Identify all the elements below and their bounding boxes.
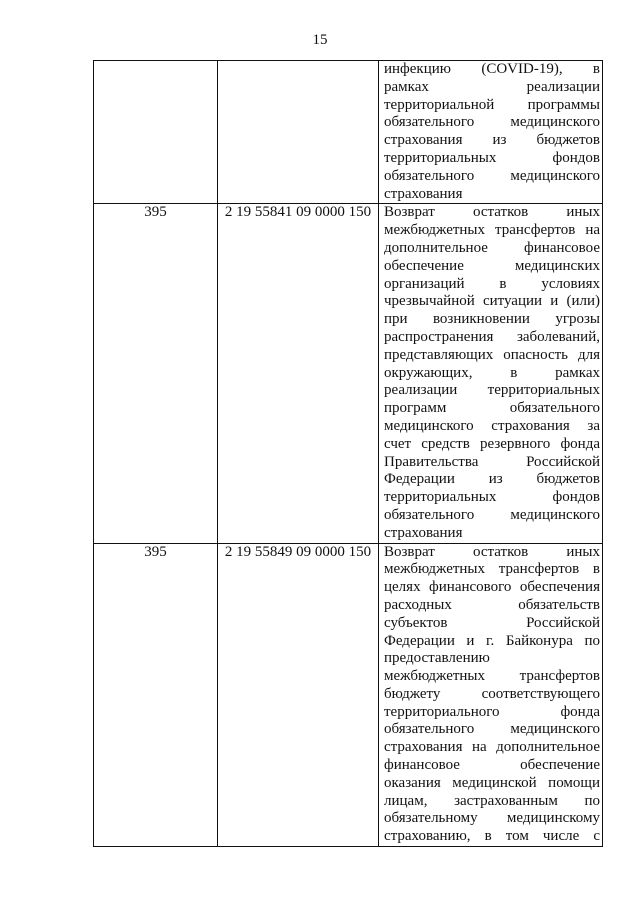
table-row [94, 204, 603, 543]
description-line: при возникновении угрозы [384, 311, 600, 328]
description-line: межбюджетных трансфертов в [384, 561, 600, 578]
description-line: обязательному медицинскому [384, 810, 600, 827]
description-line: страхованию, в том числе с [384, 828, 600, 845]
description-line: обязательного медицинского [384, 506, 600, 523]
description-line: окружающих, в рамках [384, 364, 600, 381]
budget-code-cell: 2 19 55849 09 0000 150 [218, 543, 379, 847]
description-line: инфекцию (COVID-19), в [384, 61, 600, 77]
description-line: реализации территориальных [384, 382, 600, 399]
description-line: межбюджетных трансфертов на [384, 222, 600, 239]
admin-code-cell [94, 61, 218, 204]
description-line: Федерации из бюджетов [384, 471, 600, 488]
description-line: целях финансового обеспечения [384, 579, 600, 596]
description-line: оказания медицинской помощи [384, 774, 600, 791]
description-cell [379, 61, 603, 204]
description-line: рамках реализации [384, 78, 600, 95]
description-line: обеспечение медицинских [384, 257, 600, 274]
description-line: страхования [384, 185, 463, 202]
budget-code-cell: 2 19 55841 09 0000 150 [218, 204, 379, 543]
description-line: обязательного медицинского [384, 721, 600, 738]
page-number: 15 [312, 32, 328, 48]
description-line: Федерации и г. Байконура по [384, 632, 600, 649]
table-row [94, 61, 603, 204]
description-line: лицам, застрахованным по [384, 792, 600, 809]
description-cell [379, 204, 603, 543]
description-line: медицинского страхования за [384, 417, 600, 434]
description-line: предоставлению [384, 650, 490, 667]
budget-code-cell [218, 61, 379, 204]
description-line: бюджету соответствующего [384, 685, 600, 702]
description-line: страхования из бюджетов [384, 132, 600, 149]
description-line: программ обязательного [384, 400, 600, 417]
admin-code-cell: 395 [94, 543, 218, 847]
admin-code-cell: 395 [94, 204, 218, 543]
description-line: территориальных фондов [384, 149, 600, 166]
description-line: Правительства Российской [384, 453, 600, 470]
description-line: страхования на дополнительное [384, 739, 600, 756]
description-line: территориальных фондов [384, 489, 600, 506]
description-line: страхования [384, 524, 463, 541]
description-line: финансовое обеспечение [384, 757, 600, 774]
description-line: счет средств резервного фонда [384, 435, 600, 452]
description-line: обязательного медицинского [384, 167, 600, 184]
description-line: дополнительное финансовое [384, 239, 600, 256]
description-line: организаций в условиях [384, 275, 600, 292]
description-line: представляющих опасность для [384, 346, 600, 363]
description-line: расходных обязательств [384, 596, 600, 613]
description-line: Возврат остатков иных [384, 543, 600, 560]
description-line: обязательного медицинского [384, 114, 600, 131]
description-line: субъектов Российской [384, 614, 600, 631]
description-line: территориальной программы [384, 96, 600, 113]
budget-code-table [93, 60, 603, 847]
description-line: межбюджетных трансфертов [384, 668, 600, 685]
description-line: распространения заболеваний, [384, 328, 600, 345]
table-row [94, 543, 603, 847]
description-line: территориального фонда [384, 703, 600, 720]
description-cell [379, 543, 603, 847]
description-line: Возврат остатков иных [384, 204, 600, 221]
description-line: чрезвычайной ситуации и (или) [384, 293, 600, 310]
